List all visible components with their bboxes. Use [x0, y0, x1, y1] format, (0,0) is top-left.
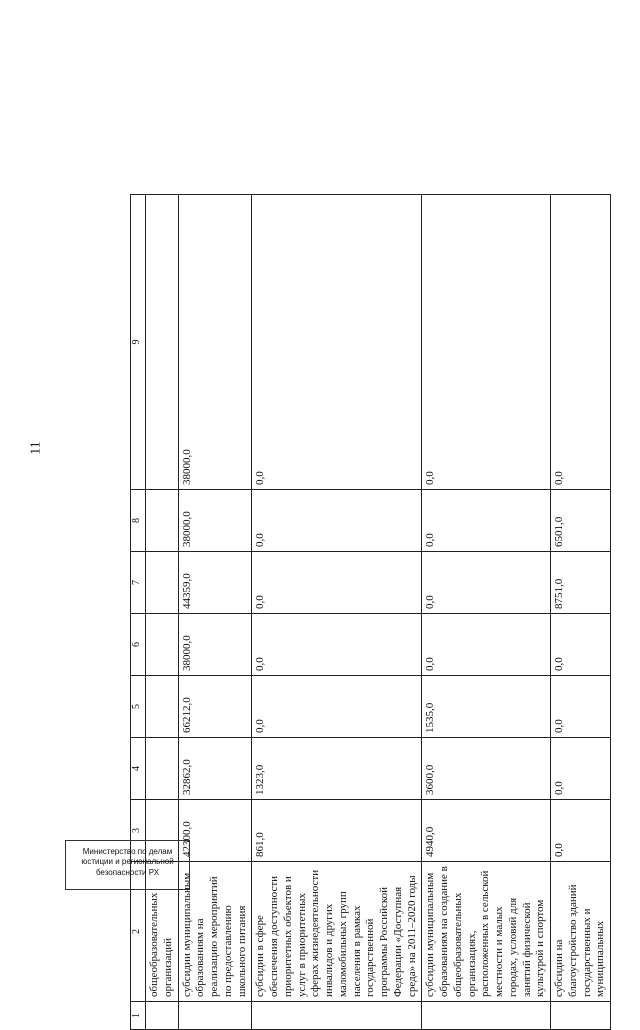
header-row: [131, 195, 146, 1030]
table-row: [422, 195, 551, 1030]
table-cell: 0,0: [422, 614, 551, 676]
table-cell: [252, 1002, 422, 1030]
table-cell: [551, 1002, 611, 1030]
header-cell: 8: [131, 490, 146, 552]
table-cell: 0,0: [422, 552, 551, 614]
table-cell: 0,0: [551, 676, 611, 738]
stamp-line: юстиции и региональной: [81, 857, 174, 867]
table-cell: [178, 1002, 252, 1030]
table-cell: субсидии муниципальным образованиям на создание в общеобразовательных организациях, расположенных в сельской местности и малых городах, условий для занятий физической культурой и спортом: [422, 862, 551, 1002]
registration-stamp: [65, 840, 190, 890]
header-cell: 9: [131, 195, 146, 490]
header-cell: 1: [131, 1002, 146, 1030]
table-cell: 66212,0: [178, 676, 252, 738]
table-cell: субсидии в сфере обеспечения доступности приоритетных объектов и услуг в приоритетных сферах жизнедеятельности инвалидов и других маломобильных групп населения в рамках государственной программы Российской Федерации «Доступная среда» на 2011–2020 годы: [252, 862, 422, 1002]
table-cell: 0,0: [252, 490, 422, 552]
table-cell: [146, 676, 179, 738]
stamp-line: Министерство по делам: [82, 847, 173, 856]
table-cell: 0,0: [252, 552, 422, 614]
table-cell: [146, 552, 179, 614]
table-row: [551, 195, 611, 1030]
table-cell: 38000,0: [178, 195, 252, 490]
table-cell: 38000,0: [178, 614, 252, 676]
table-cell: 0,0: [252, 614, 422, 676]
table-cell: [422, 1002, 551, 1030]
table-cell: [146, 1002, 179, 1030]
table-cell: 32862,0: [178, 738, 252, 800]
table-cell: 0,0: [252, 676, 422, 738]
header-cell: 2: [131, 862, 146, 1002]
table-cell: [146, 738, 179, 800]
table-cell: [146, 614, 179, 676]
page-number: 11: [28, 441, 44, 455]
table-cell: 8751,0: [551, 552, 611, 614]
table-cell: 42300,0: [178, 800, 252, 862]
table-cell: 3600,0: [422, 738, 551, 800]
table-cell: 0,0: [551, 738, 611, 800]
table-cell: 38000,0: [178, 490, 252, 552]
table-cell: 0,0: [551, 614, 611, 676]
table-row: [252, 195, 422, 1030]
header-cell: 7: [131, 552, 146, 614]
table-cell: 0,0: [551, 195, 611, 490]
table-cell: 44359,0: [178, 552, 252, 614]
table-cell: 4940,0: [422, 800, 551, 862]
header-cell: 6: [131, 614, 146, 676]
table-cell: 0,0: [252, 195, 422, 490]
header-cell: 5: [131, 676, 146, 738]
table-cell: 0,0: [422, 195, 551, 490]
table-cell: [146, 195, 179, 490]
header-cell: 3: [131, 800, 146, 862]
table-cell: общеобразовательных организаций: [146, 862, 179, 1002]
table-cell: субсидии муниципальным образованиям на реализацию мероприятий по предоставлению школьного питания: [178, 862, 252, 1002]
table-cell: 0,0: [551, 800, 611, 862]
table-cell: 1535,0: [422, 676, 551, 738]
table-cell: 861,0: [252, 800, 422, 862]
table-cell: [146, 490, 179, 552]
table-cell: 1323,0: [252, 738, 422, 800]
table-row: [178, 195, 252, 1030]
table-cell: субсидии на благоустройство зданий государственных и муниципальных: [551, 862, 611, 1002]
table-row: [146, 195, 179, 1030]
header-cell: 4: [131, 738, 146, 800]
table-cell: 0,0: [422, 490, 551, 552]
table-cell: 6501,0: [551, 490, 611, 552]
stamp-line: безопасности РХ: [95, 867, 160, 877]
